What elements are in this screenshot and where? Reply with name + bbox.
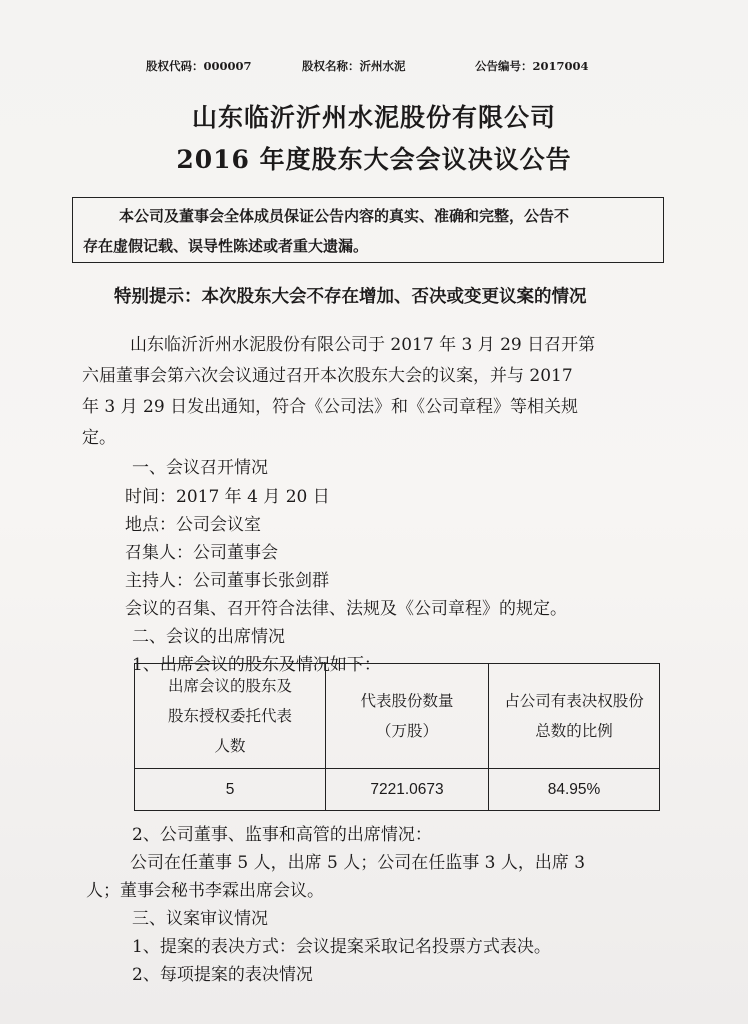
officers-line-1: 公司在任董事 5 人，出席 5 人；公司在任监事 3 人，出席 3: [130, 853, 586, 873]
table-header-ratio: 占公司有表决权股份 总数的比例: [489, 664, 660, 769]
stock-name: 股权名称：沂州水泥: [302, 59, 406, 73]
announcement-title: 2016 年度股东大会会议决议公告: [176, 145, 572, 174]
meeting-host: 主持人：公司董事长张剑群: [125, 571, 329, 591]
disclaimer-line-2: 存在虚假记载、误导性陈述或者重大遗漏。: [83, 237, 369, 255]
section1-heading: 一、会议召开情况: [132, 458, 268, 478]
voting-method: 1、提案的表决方式：会议提案采取记名投票方式表决。: [132, 937, 551, 957]
intro-line-1: 山东临沂沂州水泥股份有限公司于 2017 年 3 月 29 日召开第: [130, 335, 596, 355]
cell-share-amount: 7221.0673: [326, 769, 489, 811]
intro-line-4: 定。: [82, 428, 116, 448]
voting-results-heading: 2、每项提案的表决情况: [132, 965, 313, 985]
section3-heading: 三、议案审议情况: [132, 909, 268, 929]
officers-line-2: 人；董事会秘书李霖出席会议。: [86, 881, 324, 901]
attendance-table: [134, 663, 660, 811]
table-header-shareholders: 出席会议的股东及 股东授权委托代表 人数: [135, 664, 326, 769]
meeting-convener: 召集人：公司董事会: [125, 543, 278, 563]
company-title: 山东临沂沂州水泥股份有限公司: [191, 103, 556, 132]
intro-line-3: 年 3 月 29 日发出通知，符合《公司法》和《公司章程》等相关规: [82, 397, 579, 417]
table-header-shares: 代表股份数量 （万股）: [326, 664, 489, 769]
disclaimer-box: [72, 197, 664, 263]
cell-share-ratio: 84.95%: [489, 769, 660, 811]
special-note: 特别提示：本次股东大会不存在增加、否决或变更议案的情况: [114, 287, 587, 307]
meeting-place: 地点：公司会议室: [125, 515, 261, 535]
cell-shareholder-count: 5: [135, 769, 326, 811]
officers-subheading: 2、公司董事、监事和高管的出席情况：: [132, 825, 432, 845]
stock-code: 股权代码：000007: [146, 59, 252, 73]
attendance-subheading: 1、出席会议的股东及情况如下：: [132, 655, 381, 675]
intro-line-2: 六届董事会第六次会议通过召开本次股东大会的议案，并与 2017: [82, 366, 573, 386]
section2-heading: 二、会议的出席情况: [132, 627, 285, 647]
announcement-number: 公告编号：2017004: [475, 59, 589, 73]
meeting-compliance: 会议的召集、召开符合法律、法规及《公司章程》的规定。: [125, 599, 567, 619]
disclaimer-line-1: 本公司及董事会全体成员保证公告内容的真实、准确和完整，公告不: [119, 207, 570, 225]
meeting-time: 时间：2017 年 4 月 20 日: [125, 487, 330, 507]
table-row: [135, 769, 660, 811]
table-header-row: [135, 664, 660, 769]
